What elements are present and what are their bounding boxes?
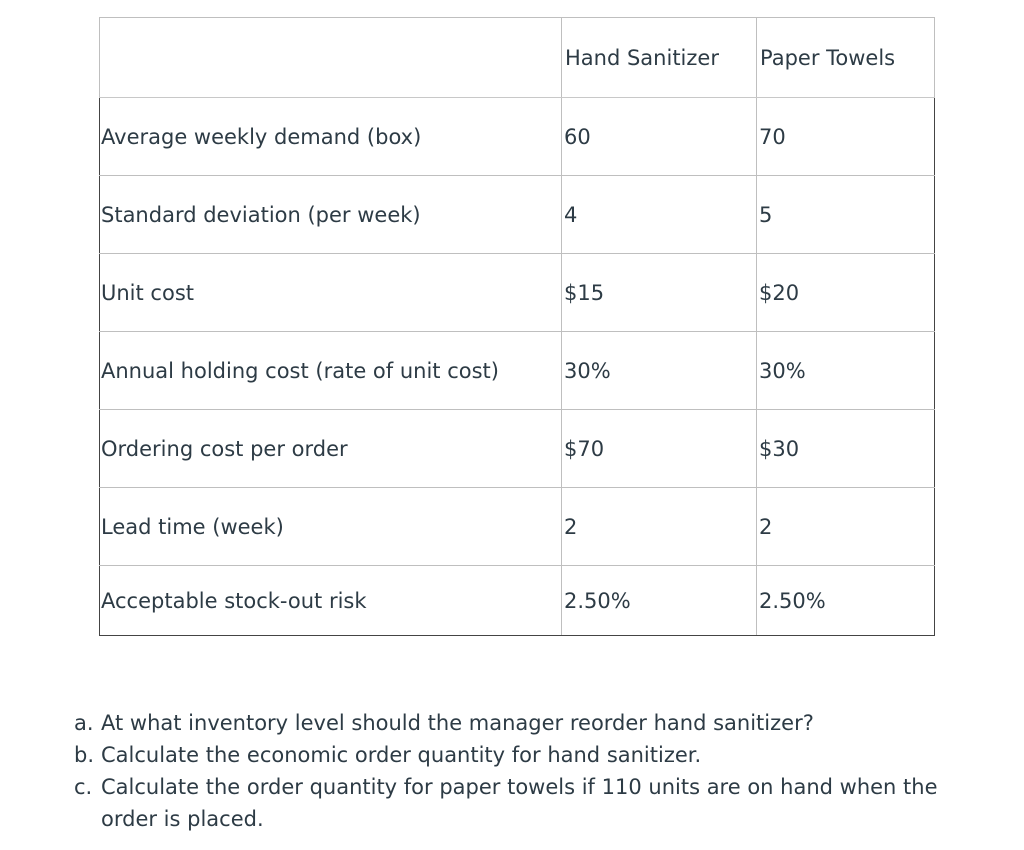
row-label: Acceptable stock-out risk: [100, 566, 562, 636]
header-cell-paper-towels: Paper Towels: [757, 18, 935, 98]
question-item-a: [74, 707, 994, 739]
paper-towels-value: 5: [757, 176, 935, 254]
table-header-row: [100, 18, 935, 98]
header-cell-empty: [100, 18, 562, 98]
table-row: [100, 254, 935, 332]
table-row: [100, 176, 935, 254]
question-text: Calculate the economic order quantity for hand sanitizer.: [101, 743, 702, 767]
paper-towels-value: 70: [757, 98, 935, 176]
hand-sanitizer-value: $70: [562, 410, 757, 488]
question-text: Calculate the order quantity for paper towels if 110 units are on hand when the order is placed.: [101, 775, 938, 831]
row-label: Annual holding cost (rate of unit cost): [100, 332, 562, 410]
header-cell-hand-sanitizer: Hand Sanitizer: [562, 18, 757, 98]
paper-towels-value: $30: [757, 410, 935, 488]
table-row: [100, 410, 935, 488]
row-label: Ordering cost per order: [100, 410, 562, 488]
table-row: [100, 98, 935, 176]
hand-sanitizer-value: 60: [562, 98, 757, 176]
paper-towels-value: $20: [757, 254, 935, 332]
hand-sanitizer-value: 4: [562, 176, 757, 254]
row-label: Lead time (week): [100, 488, 562, 566]
hand-sanitizer-value: 30%: [562, 332, 757, 410]
paper-towels-value: 30%: [757, 332, 935, 410]
row-label: Average weekly demand (box): [100, 98, 562, 176]
hand-sanitizer-value: 2: [562, 488, 757, 566]
table-row: [100, 566, 935, 636]
row-label: Standard deviation (per week): [100, 176, 562, 254]
paper-towels-value: 2: [757, 488, 935, 566]
table-row: [100, 488, 935, 566]
table-row: [100, 332, 935, 410]
question-marker: c.: [74, 775, 93, 799]
question-list: [74, 707, 994, 835]
question-marker: b.: [74, 743, 95, 767]
paper-towels-value: 2.50%: [757, 566, 935, 636]
hand-sanitizer-value: $15: [562, 254, 757, 332]
question-text: At what inventory level should the manager reorder hand sanitizer?: [101, 711, 814, 735]
hand-sanitizer-value: 2.50%: [562, 566, 757, 636]
inventory-data-table: [99, 17, 935, 636]
row-label: Unit cost: [100, 254, 562, 332]
question-item-c: [74, 771, 994, 835]
question-marker: a.: [74, 711, 94, 735]
question-item-b: [74, 739, 994, 771]
